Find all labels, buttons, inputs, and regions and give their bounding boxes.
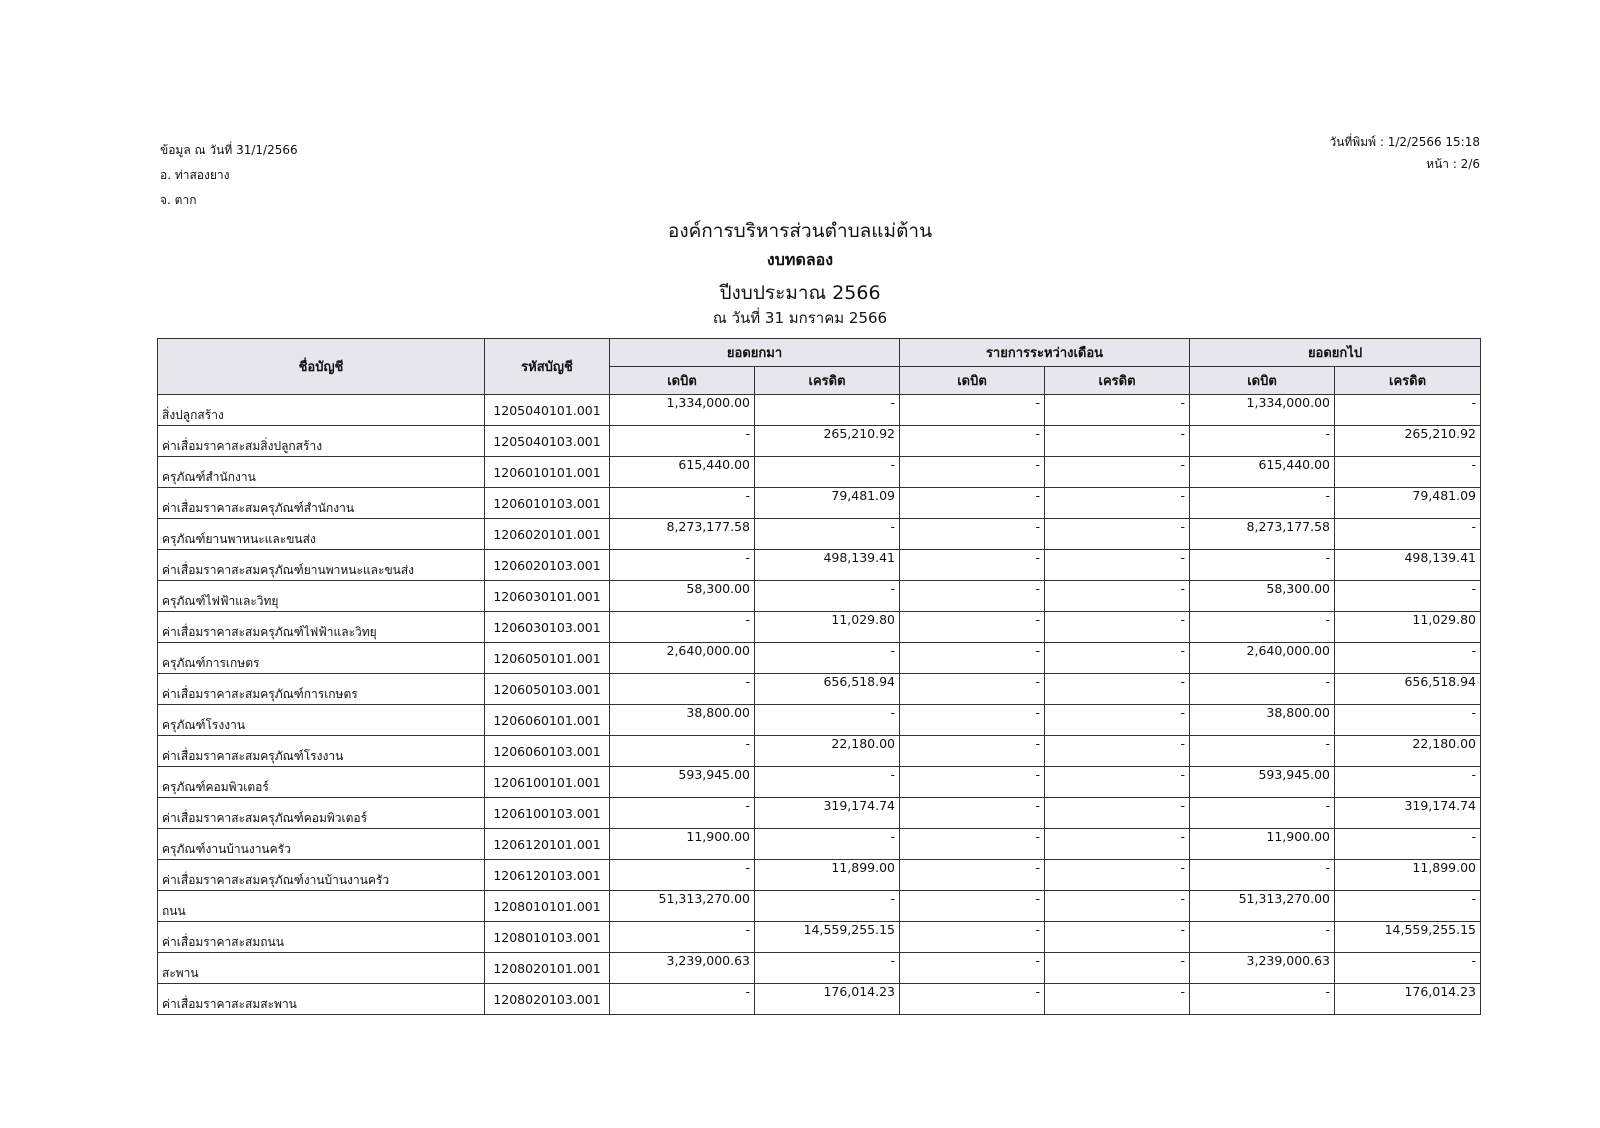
bf-credit-cell: 79,481.09 xyxy=(755,488,900,519)
account-code-cell: 1206020103.001 xyxy=(485,550,610,581)
month-credit-cell: - xyxy=(1045,891,1190,922)
account-code-cell: 1206060103.001 xyxy=(485,736,610,767)
cf-credit-cell: 14,559,255.15 xyxy=(1335,922,1481,953)
account-code-cell: 1206010103.001 xyxy=(485,488,610,519)
cf-debit-cell: - xyxy=(1190,426,1335,457)
table-row xyxy=(158,705,1481,736)
account-name-cell: ครุภัณฑ์การเกษตร xyxy=(158,643,485,674)
report-title: งบทดลอง xyxy=(766,250,834,269)
account-name-cell: ค่าเสื่อมราคาสะสมสะพาน xyxy=(158,984,485,1015)
bf-credit-cell: 319,174.74 xyxy=(755,798,900,829)
bf-credit-cell: - xyxy=(755,581,900,612)
bf-debit-cell: 2,640,000.00 xyxy=(610,643,755,674)
bf-debit-cell: - xyxy=(610,984,755,1015)
bf-debit-cell: 3,239,000.63 xyxy=(610,953,755,984)
account-code-cell: 1208010103.001 xyxy=(485,922,610,953)
organization-title: องค์การบริหารส่วนตำบลแม่ต้าน xyxy=(667,220,933,242)
month-debit-cell: - xyxy=(900,829,1045,860)
month-debit-cell: - xyxy=(900,705,1045,736)
cf-debit-cell: 51,313,270.00 xyxy=(1190,891,1335,922)
account-code-cell: 1206010101.001 xyxy=(485,457,610,488)
cf-debit-cell: 2,640,000.00 xyxy=(1190,643,1335,674)
account-name-cell: ครุภัณฑ์ไฟฟ้าและวิทยุ xyxy=(158,581,485,612)
month-credit-cell: - xyxy=(1045,736,1190,767)
month-debit-cell: - xyxy=(900,922,1045,953)
table-row xyxy=(158,798,1481,829)
cf-debit-cell: 58,300.00 xyxy=(1190,581,1335,612)
table-row xyxy=(158,550,1481,581)
account-name-cell: ค่าเสื่อมราคาสะสมครุภัณฑ์การเกษตร xyxy=(158,674,485,705)
month-debit-cell: - xyxy=(900,581,1045,612)
month-credit-cell: - xyxy=(1045,705,1190,736)
account-name-cell: ค่าเสื่อมราคาสะสมครุภัณฑ์คอมพิวเตอร์ xyxy=(158,798,485,829)
account-code-cell: 1206120103.001 xyxy=(485,860,610,891)
cf-debit-cell: 3,239,000.63 xyxy=(1190,953,1335,984)
month-credit-cell: - xyxy=(1045,395,1190,426)
bf-debit-cell: 38,800.00 xyxy=(610,705,755,736)
cf-credit-cell: 498,139.41 xyxy=(1335,550,1481,581)
bf-credit-cell: - xyxy=(755,891,900,922)
bf-debit-cell: 11,900.00 xyxy=(610,829,755,860)
account-name-cell: ค่าเสื่อมราคาสะสมครุภัณฑ์โรงงาน xyxy=(158,736,485,767)
group-during-month: รายการระหว่างเดือน xyxy=(900,339,1190,367)
table-row xyxy=(158,612,1481,643)
month-debit-cell: - xyxy=(900,798,1045,829)
col-month-debit: เดบิต xyxy=(900,367,1045,395)
month-debit-cell: - xyxy=(900,984,1045,1015)
table-row xyxy=(158,922,1481,953)
bf-credit-cell: - xyxy=(755,643,900,674)
month-credit-cell: - xyxy=(1045,457,1190,488)
bf-debit-cell: - xyxy=(610,426,755,457)
bf-debit-cell: - xyxy=(610,674,755,705)
col-bf-debit: เดบิต xyxy=(610,367,755,395)
account-code-cell: 1206050101.001 xyxy=(485,643,610,674)
cf-credit-cell: 11,029.80 xyxy=(1335,612,1481,643)
cf-credit-cell: 176,014.23 xyxy=(1335,984,1481,1015)
account-name-cell: ค่าเสื่อมราคาสะสมถนน xyxy=(158,922,485,953)
bf-debit-cell: 51,313,270.00 xyxy=(610,891,755,922)
col-account-name: ชื่อบัญชี xyxy=(158,339,485,395)
account-code-cell: 1206100101.001 xyxy=(485,767,610,798)
account-code-cell: 1208010101.001 xyxy=(485,891,610,922)
month-credit-cell: - xyxy=(1045,550,1190,581)
table-row xyxy=(158,674,1481,705)
data-date: ข้อมูล ณ วันที่ 31/1/2566 xyxy=(160,143,298,157)
table-row xyxy=(158,457,1481,488)
account-name-cell: ครุภัณฑ์โรงงาน xyxy=(158,705,485,736)
cf-credit-cell: 656,518.94 xyxy=(1335,674,1481,705)
cf-credit-cell: - xyxy=(1335,891,1481,922)
month-credit-cell: - xyxy=(1045,488,1190,519)
month-credit-cell: - xyxy=(1045,860,1190,891)
account-name-cell: ค่าเสื่อมราคาสะสมครุภัณฑ์ยานพาหนะและขนส่ง xyxy=(158,550,485,581)
cf-debit-cell: 38,800.00 xyxy=(1190,705,1335,736)
bf-debit-cell: - xyxy=(610,612,755,643)
bf-credit-cell: - xyxy=(755,705,900,736)
month-credit-cell: - xyxy=(1045,953,1190,984)
bf-credit-cell: - xyxy=(755,953,900,984)
bf-credit-cell: - xyxy=(755,457,900,488)
month-debit-cell: - xyxy=(900,860,1045,891)
cf-credit-cell: - xyxy=(1335,705,1481,736)
cf-credit-cell: - xyxy=(1335,519,1481,550)
account-code-cell: 1206060101.001 xyxy=(485,705,610,736)
account-code-cell: 1208020101.001 xyxy=(485,953,610,984)
cf-debit-cell: 1,334,000.00 xyxy=(1190,395,1335,426)
month-debit-cell: - xyxy=(900,674,1045,705)
province: จ. ตาก xyxy=(160,193,197,207)
account-code-cell: 1205040103.001 xyxy=(485,426,610,457)
bf-credit-cell: - xyxy=(755,395,900,426)
cf-debit-cell: - xyxy=(1190,488,1335,519)
month-credit-cell: - xyxy=(1045,922,1190,953)
group-carried-forward: ยอดยกไป xyxy=(1190,339,1481,367)
bf-credit-cell: 11,029.80 xyxy=(755,612,900,643)
group-brought-forward: ยอดยกมา xyxy=(610,339,900,367)
bf-debit-cell: 8,273,177.58 xyxy=(610,519,755,550)
col-cf-debit: เดบิต xyxy=(1190,367,1335,395)
month-credit-cell: - xyxy=(1045,581,1190,612)
table-row xyxy=(158,426,1481,457)
account-name-cell: ครุภัณฑ์สำนักงาน xyxy=(158,457,485,488)
month-credit-cell: - xyxy=(1045,519,1190,550)
col-cf-credit: เครดิต xyxy=(1335,367,1481,395)
account-name-cell: สิ่งปลูกสร้าง xyxy=(158,395,485,426)
cf-credit-cell: 319,174.74 xyxy=(1335,798,1481,829)
month-debit-cell: - xyxy=(900,953,1045,984)
month-debit-cell: - xyxy=(900,395,1045,426)
month-credit-cell: - xyxy=(1045,674,1190,705)
col-account-code: รหัสบัญชี xyxy=(485,339,610,395)
table-row xyxy=(158,891,1481,922)
account-code-cell: 1206030101.001 xyxy=(485,581,610,612)
cf-debit-cell: 11,900.00 xyxy=(1190,829,1335,860)
month-debit-cell: - xyxy=(900,426,1045,457)
month-debit-cell: - xyxy=(900,519,1045,550)
district: อ. ท่าสองยาง xyxy=(160,168,230,182)
print-date: วันที่พิมพ์ : 1/2/2566 15:18 xyxy=(1329,135,1480,149)
bf-credit-cell: 11,899.00 xyxy=(755,860,900,891)
cf-debit-cell: - xyxy=(1190,550,1335,581)
table-body xyxy=(158,395,1481,1015)
account-code-cell: 1206100103.001 xyxy=(485,798,610,829)
bf-debit-cell: - xyxy=(610,550,755,581)
table-row xyxy=(158,581,1481,612)
report-meta-left xyxy=(160,138,298,213)
table-row xyxy=(158,953,1481,984)
cf-debit-cell: - xyxy=(1190,736,1335,767)
cf-debit-cell: - xyxy=(1190,798,1335,829)
bf-debit-cell: 593,945.00 xyxy=(610,767,755,798)
month-credit-cell: - xyxy=(1045,767,1190,798)
cf-debit-cell: 615,440.00 xyxy=(1190,457,1335,488)
bf-debit-cell: - xyxy=(610,488,755,519)
month-debit-cell: - xyxy=(900,550,1045,581)
as-of-date: ณ วันที่ 31 มกราคม 2566 xyxy=(712,309,888,327)
cf-debit-cell: - xyxy=(1190,922,1335,953)
account-name-cell: ครุภัณฑ์คอมพิวเตอร์ xyxy=(158,767,485,798)
table-row xyxy=(158,829,1481,860)
table-row xyxy=(158,488,1481,519)
month-credit-cell: - xyxy=(1045,643,1190,674)
report-meta-right xyxy=(1329,131,1480,175)
cf-credit-cell: - xyxy=(1335,829,1481,860)
account-name-cell: ค่าเสื่อมราคาสะสมครุภัณฑ์สำนักงาน xyxy=(158,488,485,519)
account-code-cell: 1206050103.001 xyxy=(485,674,610,705)
account-name-cell: ค่าเสื่อมราคาสะสมครุภัณฑ์งานบ้านงานครัว xyxy=(158,860,485,891)
month-debit-cell: - xyxy=(900,736,1045,767)
cf-debit-cell: - xyxy=(1190,612,1335,643)
table-row xyxy=(158,643,1481,674)
col-bf-credit: เครดิต xyxy=(755,367,900,395)
cf-debit-cell: - xyxy=(1190,674,1335,705)
cf-credit-cell: - xyxy=(1335,395,1481,426)
cf-credit-cell: - xyxy=(1335,643,1481,674)
account-name-cell: ครุภัณฑ์ยานพาหนะและขนส่ง xyxy=(158,519,485,550)
bf-credit-cell: 656,518.94 xyxy=(755,674,900,705)
bf-debit-cell: - xyxy=(610,922,755,953)
cf-credit-cell: 11,899.00 xyxy=(1335,860,1481,891)
trial-balance-table xyxy=(157,338,1481,1015)
account-name-cell: ค่าเสื่อมราคาสะสมสิ่งปลูกสร้าง xyxy=(158,426,485,457)
cf-debit-cell: 593,945.00 xyxy=(1190,767,1335,798)
account-code-cell: 1206120101.001 xyxy=(485,829,610,860)
bf-credit-cell: 265,210.92 xyxy=(755,426,900,457)
bf-credit-cell: 14,559,255.15 xyxy=(755,922,900,953)
month-debit-cell: - xyxy=(900,488,1045,519)
table-row xyxy=(158,767,1481,798)
bf-credit-cell: - xyxy=(755,767,900,798)
cf-debit-cell: - xyxy=(1190,984,1335,1015)
table-row xyxy=(158,736,1481,767)
cf-credit-cell: - xyxy=(1335,581,1481,612)
account-name-cell: สะพาน xyxy=(158,953,485,984)
table-row xyxy=(158,984,1481,1015)
bf-credit-cell: 498,139.41 xyxy=(755,550,900,581)
account-name-cell: ครุภัณฑ์งานบ้านงานครัว xyxy=(158,829,485,860)
bf-credit-cell: 176,014.23 xyxy=(755,984,900,1015)
cf-credit-cell: 265,210.92 xyxy=(1335,426,1481,457)
month-debit-cell: - xyxy=(900,891,1045,922)
table-row xyxy=(158,519,1481,550)
account-name-cell: ค่าเสื่อมราคาสะสมครุภัณฑ์ไฟฟ้าและวิทยุ xyxy=(158,612,485,643)
header-row-groups xyxy=(158,339,1481,367)
month-debit-cell: - xyxy=(900,767,1045,798)
cf-debit-cell: - xyxy=(1190,860,1335,891)
month-debit-cell: - xyxy=(900,612,1045,643)
bf-credit-cell: - xyxy=(755,519,900,550)
cf-credit-cell: - xyxy=(1335,767,1481,798)
bf-credit-cell: 22,180.00 xyxy=(755,736,900,767)
table-row xyxy=(158,860,1481,891)
bf-credit-cell: - xyxy=(755,829,900,860)
page-number: หน้า : 2/6 xyxy=(1426,157,1480,171)
cf-credit-cell: 79,481.09 xyxy=(1335,488,1481,519)
account-code-cell: 1206030103.001 xyxy=(485,612,610,643)
account-code-cell: 1205040101.001 xyxy=(485,395,610,426)
month-credit-cell: - xyxy=(1045,829,1190,860)
account-code-cell: 1206020101.001 xyxy=(485,519,610,550)
account-name-cell: ถนน xyxy=(158,891,485,922)
account-code-cell: 1208020103.001 xyxy=(485,984,610,1015)
table-row xyxy=(158,395,1481,426)
bf-debit-cell: - xyxy=(610,798,755,829)
col-month-credit: เครดิต xyxy=(1045,367,1190,395)
month-credit-cell: - xyxy=(1045,612,1190,643)
bf-debit-cell: 58,300.00 xyxy=(610,581,755,612)
fiscal-year: ปีงบประมาณ 2566 xyxy=(719,282,881,304)
cf-credit-cell: - xyxy=(1335,953,1481,984)
month-credit-cell: - xyxy=(1045,798,1190,829)
month-debit-cell: - xyxy=(900,643,1045,674)
bf-debit-cell: - xyxy=(610,736,755,767)
cf-credit-cell: - xyxy=(1335,457,1481,488)
month-credit-cell: - xyxy=(1045,984,1190,1015)
month-debit-cell: - xyxy=(900,457,1045,488)
bf-debit-cell: - xyxy=(610,860,755,891)
bf-debit-cell: 1,334,000.00 xyxy=(610,395,755,426)
bf-debit-cell: 615,440.00 xyxy=(610,457,755,488)
month-credit-cell: - xyxy=(1045,426,1190,457)
cf-credit-cell: 22,180.00 xyxy=(1335,736,1481,767)
cf-debit-cell: 8,273,177.58 xyxy=(1190,519,1335,550)
